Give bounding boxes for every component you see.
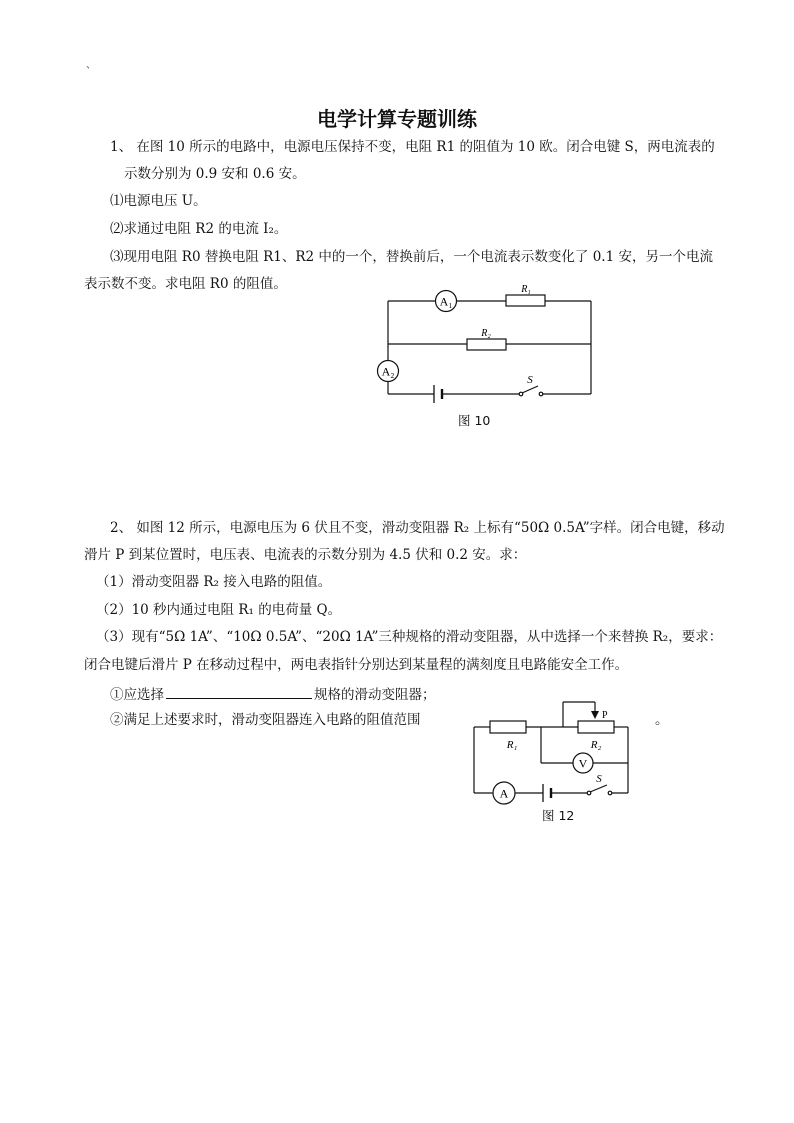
p2-question3-line1: （3）现有“5Ω 1A”、“10Ω 0.5A”、“20Ω 1A”三种规格的滑动变阻器，从中选择一个来替换 R₂，要求： — [96, 629, 723, 645]
rheostat-r2-label: R₂ — [590, 739, 602, 751]
p2-stem-line1: 2、 如图 12 所示，电源电压为 6 伏且不变，滑动变阻器 R₂ 上标有“50Ω 0.5A”字样。闭合电键，移动 — [110, 520, 725, 536]
p2-question3-line2: 闭合电键后滑片 P 在移动过程中，两电表指针分别达到某量程的满刻度且电路能安全工作。 — [84, 657, 629, 673]
p1-question3-line2: 表示数不变。求电阻 R0 的阻值。 — [84, 276, 287, 292]
switch-label-fig12: S — [596, 773, 602, 785]
p1-question2: ⑵求通过电阻 R2 的电流 I₂。 — [110, 221, 288, 237]
resistor-r1-symbol-fig12 — [490, 721, 526, 733]
switch-symbol-fig12 — [587, 785, 612, 795]
p1-stem-line1: 1、 在图 10 所示的电路中，电源电压保持不变，电阻 R1 的阻值为 10 欧。闭合电键 S，两电流表的 — [110, 139, 715, 155]
figure-12-caption: 图 12 — [542, 808, 575, 823]
corner-mark: 、 — [86, 60, 96, 71]
voltmeter-label: V — [578, 756, 588, 771]
resistor-r1-label: R₁ — [521, 284, 531, 295]
resistor-r1-symbol — [506, 295, 545, 306]
ammeter-a1-label: A₁ — [439, 294, 453, 309]
slider-p-label: P — [602, 710, 608, 721]
p2-sub2-suffix: 。 — [655, 712, 669, 728]
slider-arrow-icon — [591, 711, 599, 719]
p2-question2: （2）10 秒内通过电阻 R₁ 的电荷量 Q。 — [96, 602, 342, 618]
figure-10-caption: 图 10 — [458, 413, 491, 428]
resistor-r1-label-fig12: R₁ — [506, 739, 518, 751]
battery-symbol-fig12 — [543, 784, 551, 802]
answer-blank-1[interactable] — [166, 684, 312, 699]
resistor-r2-symbol — [467, 339, 506, 350]
figure-12-circuit — [468, 696, 634, 808]
ammeter-a2-label: A₂ — [381, 364, 395, 379]
battery-symbol — [434, 385, 442, 403]
p2-sub1-line — [110, 684, 436, 704]
p2-stem-line2: 滑片 P 到某位置时，电压表、电流表的示数分别为 4.5 伏和 0.2 安。求： — [84, 547, 527, 563]
figure-10-circuit — [370, 282, 610, 407]
resistor-r2-label: R₂ — [481, 328, 491, 339]
page-title: 电学计算专题训练 — [317, 107, 477, 131]
p2-sub2-prefix: ②满足上述要求时，滑动变阻器连入电路的阻值范围 — [110, 712, 421, 728]
p1-question1: ⑴电源电压 U。 — [110, 193, 207, 209]
switch-label: S — [527, 374, 533, 386]
p1-question3-line1: ⑶现用电阻 R0 替换电阻 R1、R2 中的一个，替换前后，一个电流表示数变化了 0.1 安，另一个电流 — [110, 249, 713, 265]
p2-sub1-prefix: ①应选择 — [110, 687, 164, 703]
rheostat-r2-symbol — [578, 721, 614, 733]
ammeter-label: A — [499, 786, 509, 801]
p2-question1: （1）滑动变阻器 R₂ 接入电路的阻值。 — [96, 574, 332, 590]
p2-sub1-suffix: 规格的滑动变阻器； — [314, 687, 436, 703]
switch-symbol — [519, 386, 543, 396]
p1-stem-line2: 示数分别为 0.9 安和 0.6 安。 — [124, 166, 306, 182]
